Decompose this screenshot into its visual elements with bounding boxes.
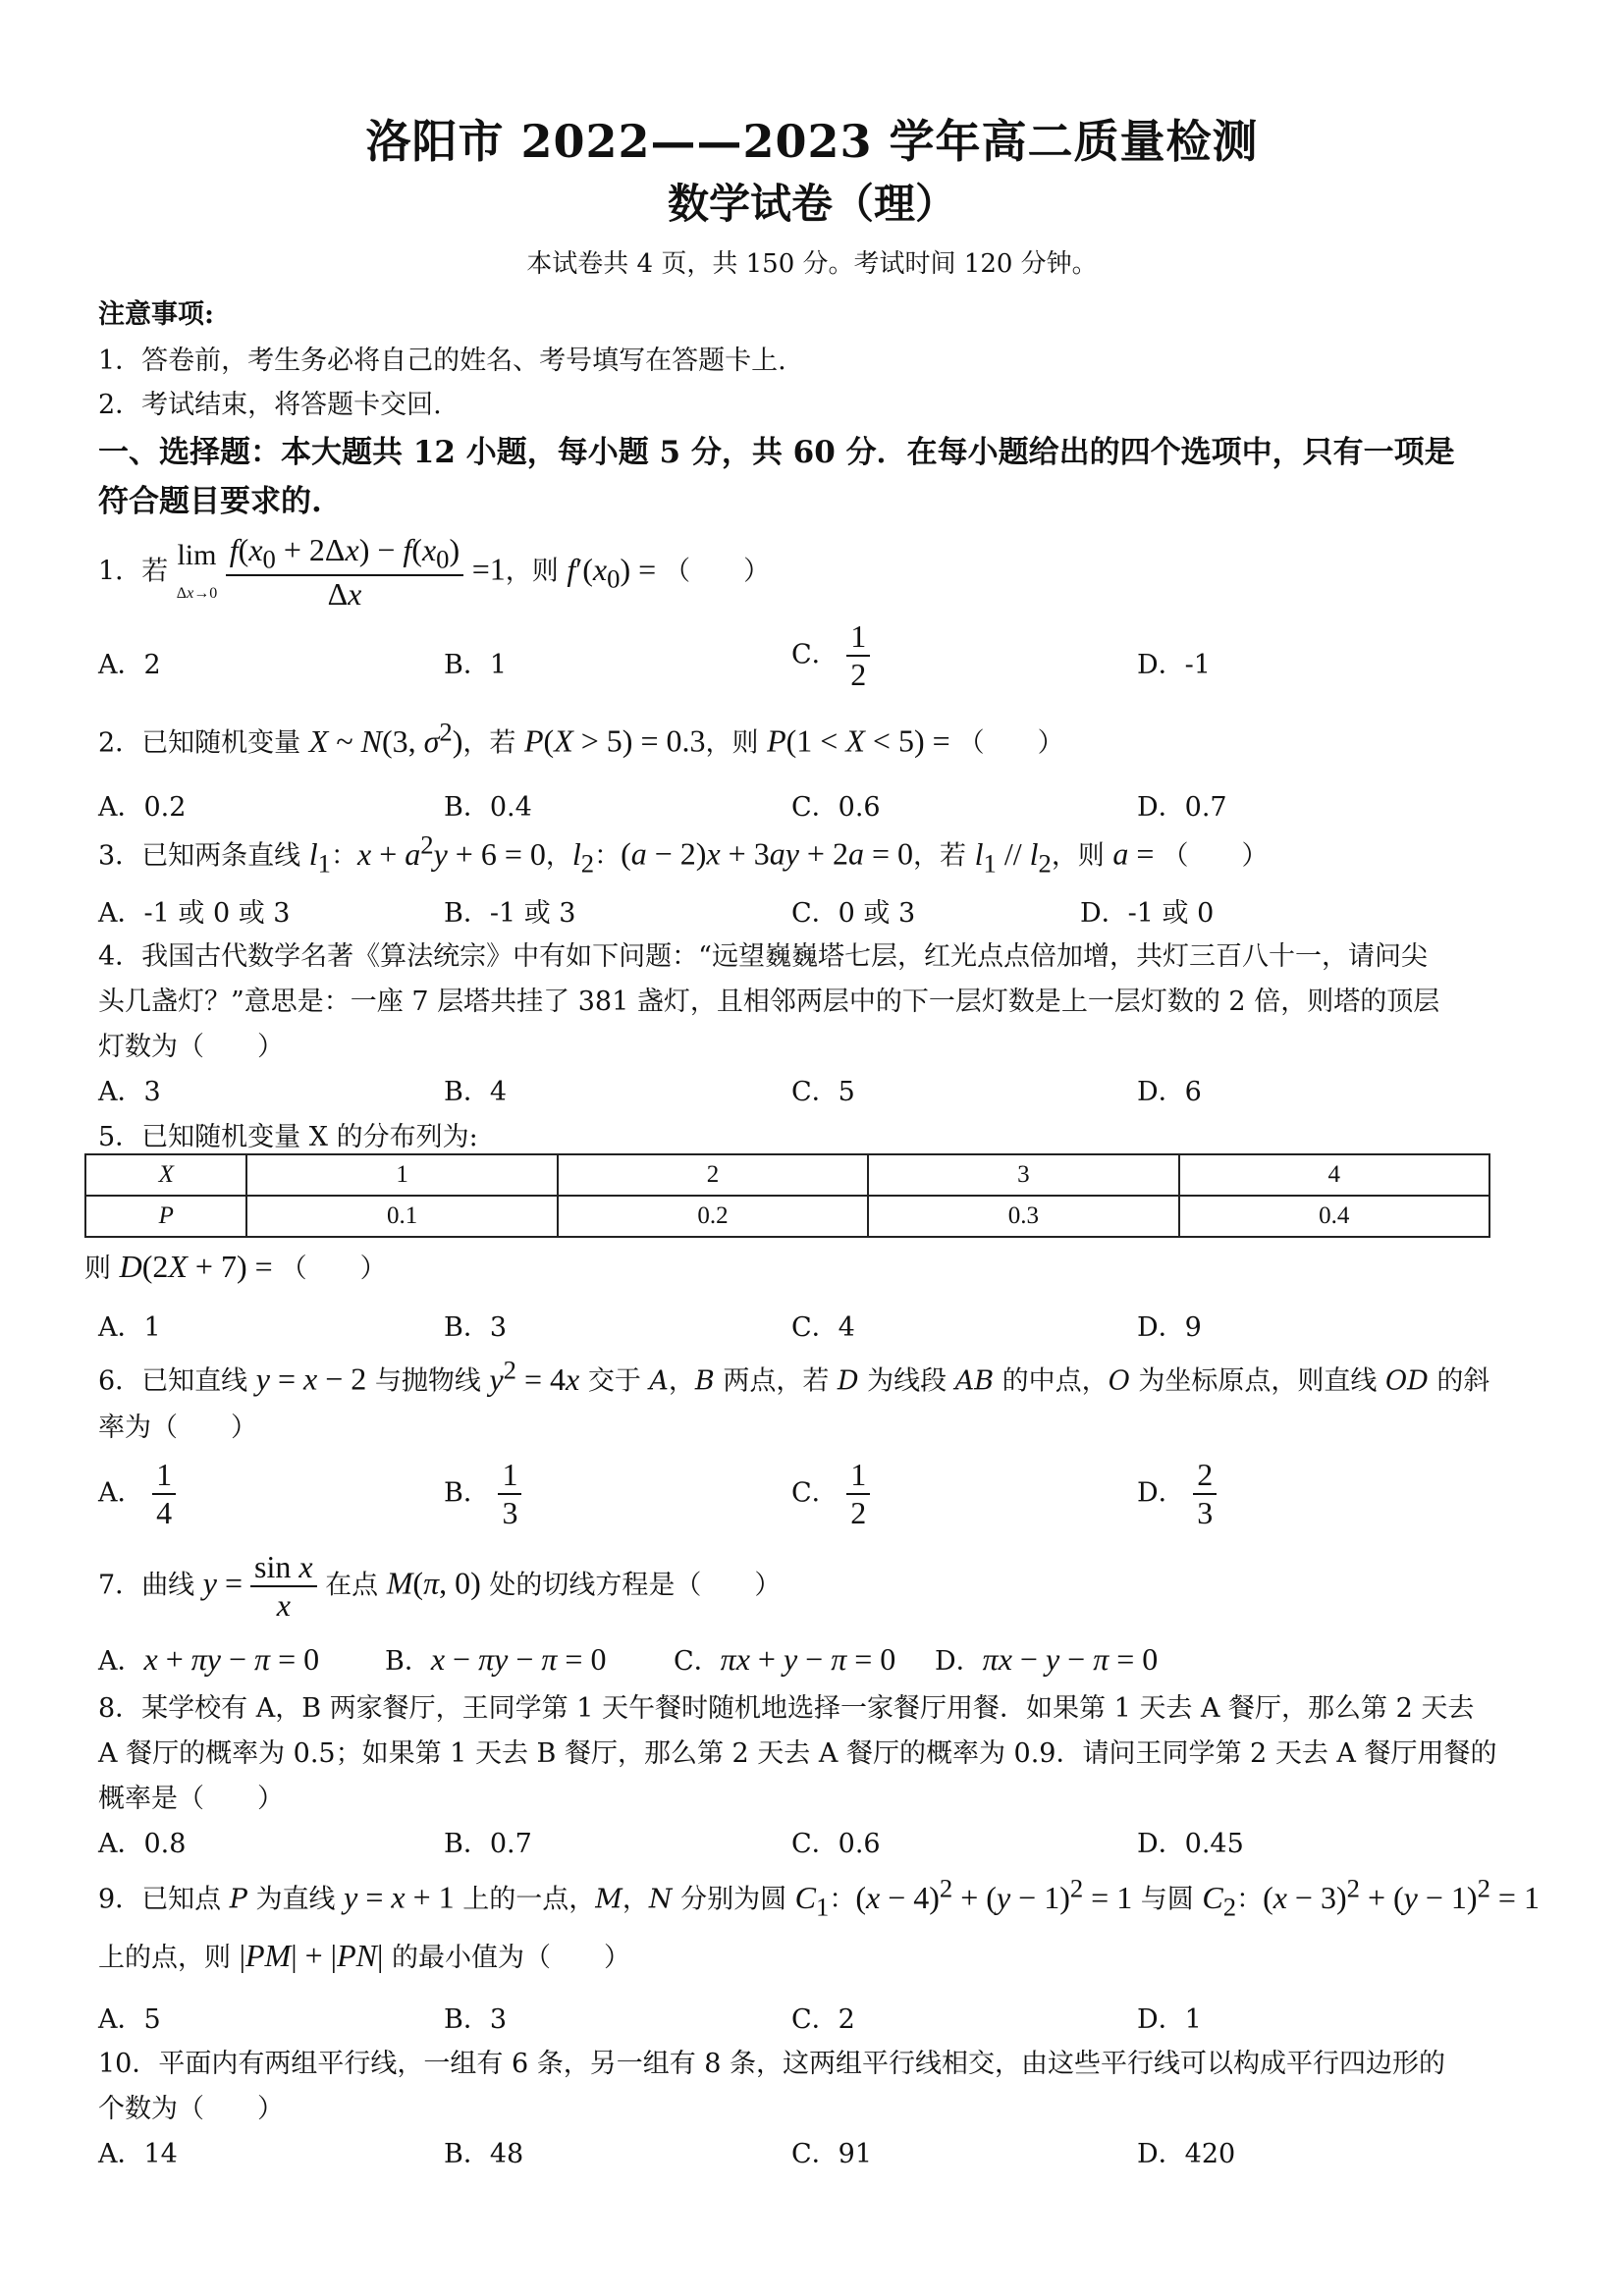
exam-subtitle: 数学试卷（理） (667, 180, 956, 228)
table-cell: 4 (1179, 1154, 1489, 1196)
question-8-line2: A 餐厅的概率为 0.5；如果第 1 天去 B 餐厅，那么第 2 天去 A 餐厅的概率为 0.9．请问王同学第 2 天去 A 餐厅用餐的 (98, 1738, 1497, 1769)
q8-option-a[interactable]: A．0.8 (98, 1829, 187, 1859)
question-1: 1．若 lim Δx→0 $\frac{f(x_0 + 2\Delta x) - f(x_0)}{\Delta x}$ =1，则 $f'(x_0)$ = （ ） (98, 532, 771, 613)
q10-option-d[interactable]: D．420 (1137, 2139, 1236, 2169)
q4-option-a[interactable]: A．3 (98, 1077, 161, 1107)
q9-option-d[interactable]: D．1 (1137, 2004, 1202, 2035)
q1-option-a[interactable]: A．2 (98, 650, 161, 680)
q2-option-d[interactable]: D．0.7 (1137, 792, 1227, 823)
table-cell: 0.3 (868, 1196, 1178, 1237)
q5-option-a[interactable]: A．1 (98, 1312, 161, 1343)
q3-option-a[interactable]: A．-1 或 0 或 3 (98, 898, 291, 929)
question-6-line2: 率为（ ） (98, 1413, 257, 1443)
table-row (85, 1196, 1489, 1237)
table-cell: 2 (558, 1154, 868, 1196)
q6-option-c[interactable]: C． $\frac{1}{2}$ (791, 1457, 870, 1531)
table-cell: P (85, 1196, 246, 1237)
q4-option-b[interactable]: B．4 (444, 1077, 508, 1107)
q10-option-c[interactable]: C．91 (791, 2139, 873, 2169)
q3-option-d[interactable]: D．-1 或 0 (1080, 898, 1215, 929)
q6-option-d[interactable]: D． $\frac{2}{3}$ (1137, 1457, 1217, 1531)
q1-option-d[interactable]: D．-1 (1137, 650, 1211, 680)
table-cell: 0.4 (1179, 1196, 1489, 1237)
q3-option-c[interactable]: C．0 或 3 (791, 898, 916, 929)
q1-option-b[interactable]: B．1 (444, 650, 508, 680)
table-cell: 3 (868, 1154, 1178, 1196)
q8-option-d[interactable]: D．0.45 (1137, 1829, 1244, 1859)
notice-item: 2．考试结束，将答题卡交回. (98, 390, 442, 420)
question-8-line1: 8．某学校有 A，B 两家餐厅，王同学第 1 天午餐时随机地选择一家餐厅用餐．如果第 1 天去 A 餐厅，那么第 2 天去 (98, 1693, 1475, 1724)
q4-option-c[interactable]: C．5 (791, 1077, 855, 1107)
q7-option-d[interactable]: D．πx − y − π = 0 (935, 1641, 1159, 1677)
q8-option-b[interactable]: B．0.7 (444, 1829, 532, 1859)
q7-option-c[interactable]: C．πx + y − π = 0 (674, 1641, 896, 1677)
q9-option-a[interactable]: A．5 (98, 2004, 161, 2035)
q8-option-c[interactable]: C．0.6 (791, 1829, 881, 1859)
table-row (85, 1154, 1489, 1196)
question-4-line1: 4．我国古代数学名著《算法统宗》中有如下问题：“远望巍巍塔七层，红光点点倍加增，共灯三百八十一，请问尖 (98, 941, 1428, 972)
q10-option-a[interactable]: A．14 (98, 2139, 178, 2169)
question-3: 3．已知两条直线 $l_1$：$x + a^2y + 6 = 0$，$l_2$：(a − 2)x + 3ay + 2a = 0，若 $l_1 // l_2$，则 a = （ ） (98, 829, 1269, 879)
question-4-line2: 头几盏灯？”意思是：一座 7 层塔共挂了 381 盏灯，且相邻两层中的下一层灯数是上一层灯数的 2 倍，则塔的顶层 (98, 987, 1440, 1017)
question-9-line2: 上的点，则 |PM| + |PN| 的最小值为（ ） (98, 1938, 630, 1973)
table-cell: 1 (246, 1154, 557, 1196)
q6-option-a[interactable]: A． $\frac{1}{4}$ (98, 1457, 176, 1531)
q7-option-b[interactable]: B．x − πy − π = 0 (385, 1641, 607, 1677)
question-5: 5．已知随机变量 X 的分布列为: (98, 1122, 478, 1152)
question-10-line1: 10．平面内有两组平行线，一组有 6 条，另一组有 8 条，这两组平行线相交，由这些平行线可以构成平行四边形的 (98, 2049, 1446, 2079)
q3-option-b[interactable]: B．-1 或 3 (444, 898, 576, 929)
table-cell: 0.1 (246, 1196, 557, 1237)
q5-option-c[interactable]: C．4 (791, 1312, 855, 1343)
question-10-line2: 个数为（ ） (98, 2094, 284, 2124)
q4-option-d[interactable]: D．6 (1137, 1077, 1202, 1107)
exam-info: 本试卷共 4 页，共 150 分。考试时间 120 分钟。 (526, 249, 1098, 279)
q2-option-b[interactable]: B．0.4 (444, 792, 532, 823)
question-2: 2．已知随机变量 X ~ N(3, $\sigma^2$)，若 P(X > 5) = 0.3，则 P(1 < X < 5) = （ ） (98, 717, 1064, 759)
q2-option-a[interactable]: A．0.2 (98, 792, 187, 823)
q10-option-b[interactable]: B．48 (444, 2139, 524, 2169)
q5-option-b[interactable]: B．3 (444, 1312, 508, 1343)
q7-option-a[interactable]: A．x + πy − π = 0 (98, 1641, 320, 1677)
table-cell: X (85, 1154, 246, 1196)
q9-option-b[interactable]: B．3 (444, 2004, 508, 2035)
question-5-ask: 则 D(2X + 7) = （ ） (84, 1249, 387, 1284)
q1-option-c[interactable]: C． $\frac{1}{2}$ (791, 618, 870, 693)
table-cell: 0.2 (558, 1196, 868, 1237)
question-8-line3: 概率是（ ） (98, 1784, 284, 1814)
q2-option-c[interactable]: C．0.6 (791, 792, 881, 823)
question-9-line1: 9．已知点 P 为直线 y = x + 1 上的一点，M，N 分别为圆 $C_1$：$(x - 4)^2 + (y - 1)^2 = 1$ 与圆 $C_2$：$(x - 3)^2 + (y - 1)^2 = 1$ (98, 1873, 1540, 1922)
q9-option-c[interactable]: C．2 (791, 2004, 855, 2035)
exam-title: 洛阳市 2022——2023 学年高二质量检测 (365, 115, 1259, 168)
notice-item: 1．答卷前，考生务必将自己的姓名、考号填写在答题卡上. (98, 346, 786, 376)
q5-option-d[interactable]: D．9 (1137, 1312, 1202, 1343)
section-heading: 一、选择题：本大题共 12 小题，每小题 5 分，共 60 分．在每小题给出的四个选项中，只有一项是 (98, 435, 1455, 470)
question-7: 7．曲线 y = $\frac{\text{sin x}}{x}$ 在点 M(π, 0) 处的切线方程是（ ） (98, 1549, 782, 1623)
question-4-line3: 灯数为（ ） (98, 1032, 284, 1062)
notice-heading: 注意事项: (98, 299, 214, 330)
q6-option-b[interactable]: B． $\frac{1}{3}$ (444, 1457, 521, 1531)
section-heading-cont: 符合题目要求的. (98, 484, 322, 519)
distribution-table (84, 1153, 1490, 1238)
question-6-line1: 6．已知直线 y = x − 2 与抛物线 $y^2 = 4x$ 交于 A，B 两点，若 D 为线段 AB 的中点，O 为坐标原点，则直线 OD 的斜 (98, 1355, 1490, 1397)
